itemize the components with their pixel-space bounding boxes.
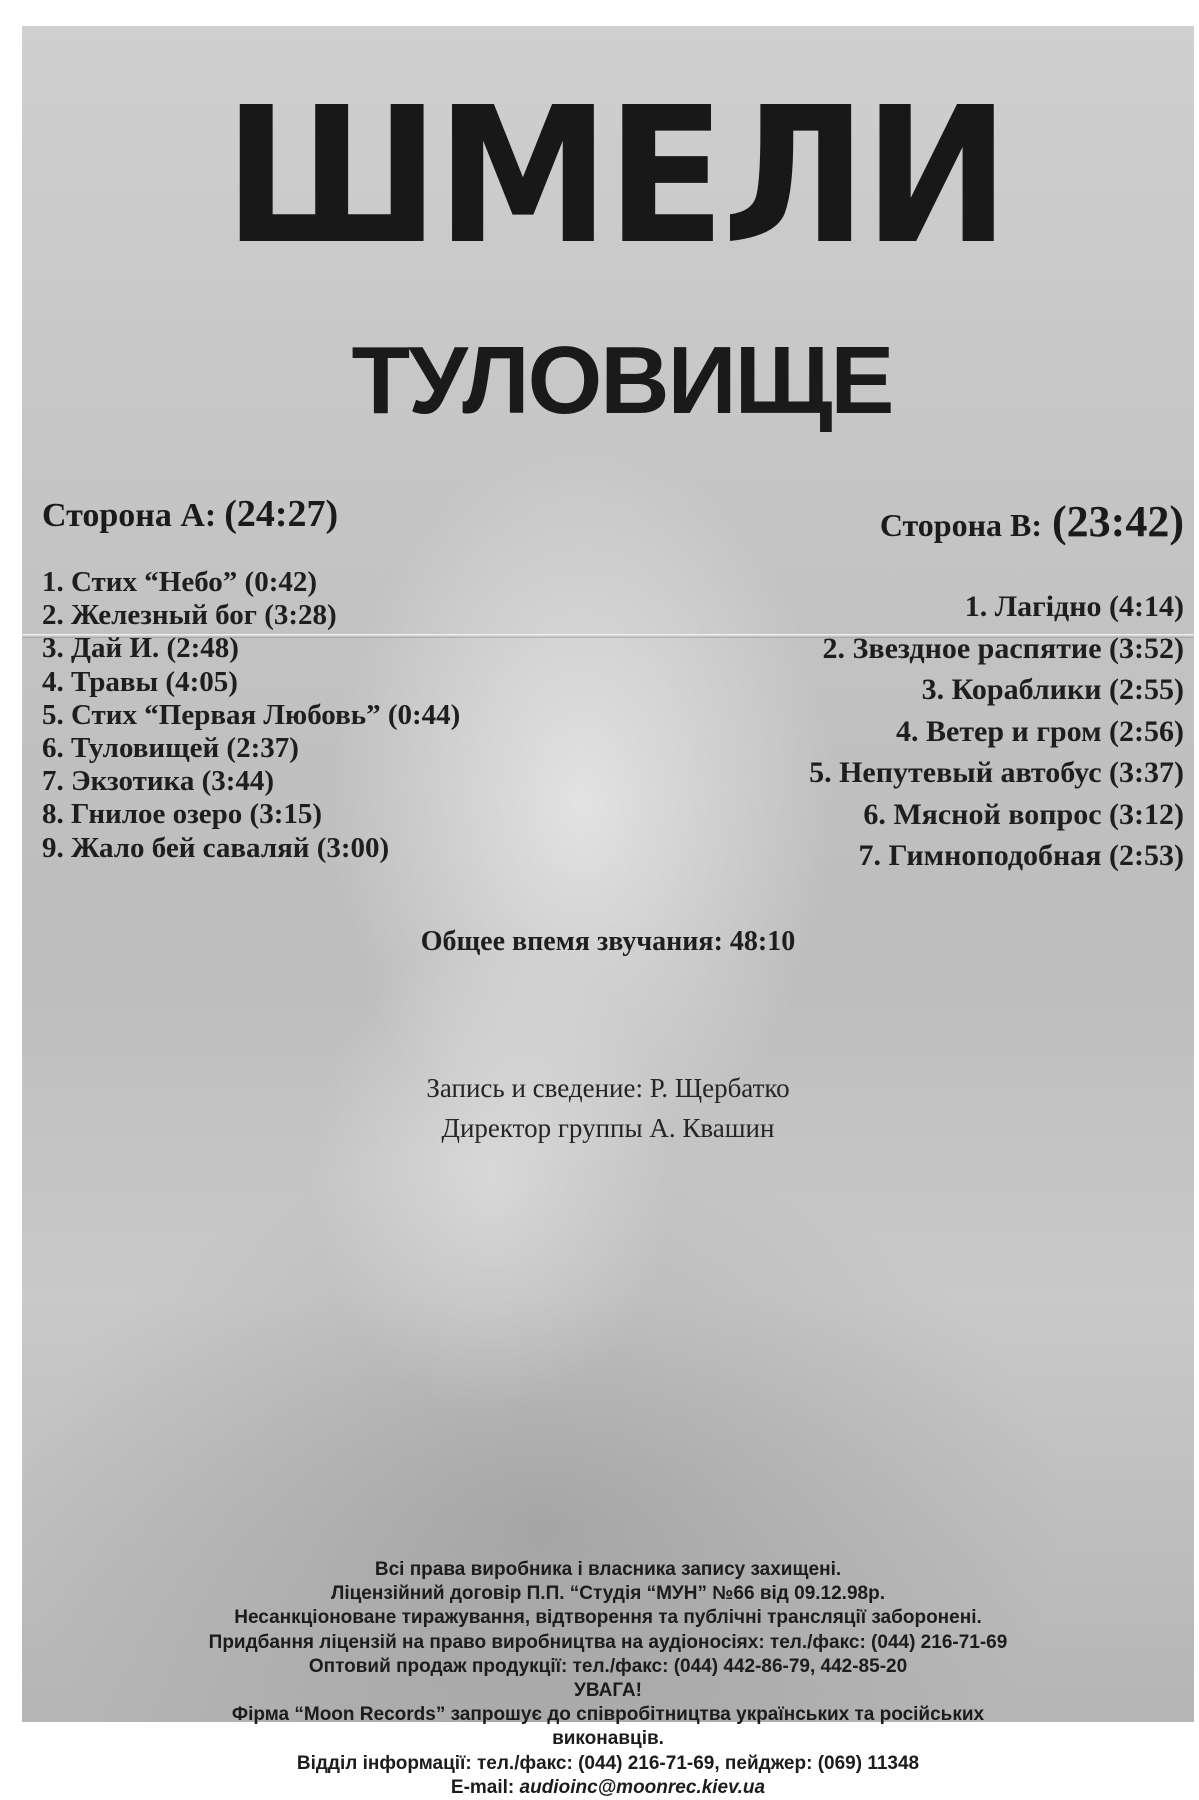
side-a-duration: (24:27): [224, 493, 339, 535]
side-b-tracklist: [809, 586, 1184, 877]
side-a-label: Сторона A:: [42, 497, 217, 534]
side-b-duration: (23:42): [1052, 497, 1184, 546]
track-item: 7. Экзотика (3:44): [42, 765, 275, 798]
side-b-heading: [880, 496, 1184, 547]
legal-attention: УВАГА!: [574, 1680, 642, 1702]
legal-notice: [42, 1558, 1174, 1800]
legal-invite-line-1: Фірма “Moon Records” запрошує до співробітництва українських та російських: [231, 1704, 985, 1726]
track-item: 4. Ветер и гром (2:56): [896, 714, 1184, 748]
track-item: 4. Травы (4:05): [42, 665, 238, 698]
track-item: 2. Железный бог (3:28): [42, 599, 337, 632]
track-item: 8. Гнилое озеро (3:15): [42, 798, 323, 831]
credit-recording: Запись и сведение: Р. Щербатко: [426, 1073, 790, 1103]
credit-director: Директор группы А. Квашин: [441, 1113, 775, 1143]
legal-rights: Всі права виробника і власника запису захищені.: [374, 1559, 842, 1580]
band-title: ШМЕЛИ: [223, 67, 1007, 286]
side-a-tracklist: [42, 566, 460, 865]
total-running-time: Общее впемя звучания: 48:10: [420, 926, 796, 957]
legal-purchase: Придбання ліцензій на право виробництва на аудіоносіях: тел./факс: (044) 216-71-69: [208, 1631, 1008, 1653]
legal-unauthorized: Несанкціоноване тиражування, відтворення та публічні трансляції заборонені.: [234, 1607, 982, 1629]
album-title: ТУЛОВИЩЕ: [351, 327, 893, 434]
track-item: 5. Непутевый автобус (3:37): [809, 756, 1184, 789]
legal-info-dept: Відділ інформації: тел./факс: (044) 216-71-69, пейджер: (069) 11348: [296, 1752, 920, 1774]
track-item: 1. Стих “Небо” (0:42): [42, 566, 318, 598]
track-item: 1. Лагідно (4:14): [964, 590, 1184, 623]
track-item: 6. Мясной вопрос (3:12): [863, 797, 1184, 831]
legal-wholesale: Оптовий продаж продукції: тел./факс: (044) 442-86-79, 442-85-20: [308, 1655, 908, 1677]
legal-invite-line-2: виконавців.: [552, 1728, 664, 1750]
track-item: 2. Звездное распятие (3:52): [822, 631, 1184, 665]
legal-email-line: [42, 1776, 1174, 1800]
email-address: audioinc@moonrec.kiev.ua: [519, 1776, 766, 1798]
track-item: 3. Дай И. (2:48): [42, 632, 239, 665]
track-item: 9. Жало бей саваляй (3:00): [42, 831, 390, 864]
track-item: 5. Стих “Первая Любовь” (0:44): [42, 698, 461, 731]
email-label: E-mail:: [450, 1776, 520, 1798]
credits: [22, 1068, 1194, 1148]
track-item: 7. Гимноподобная (2:53): [858, 839, 1184, 872]
legal-license: Ліцензійний договір П.П. “Студія “МУН” №66 від 09.12.98р.: [331, 1583, 885, 1605]
side-b-label: Сторона B:: [879, 507, 1043, 543]
track-item: 6. Туловищей (2:37): [42, 732, 299, 765]
track-item: 3. Кораблики (2:55): [921, 673, 1184, 706]
side-a-heading: [42, 492, 338, 536]
cassette-insert: [22, 26, 1194, 1798]
